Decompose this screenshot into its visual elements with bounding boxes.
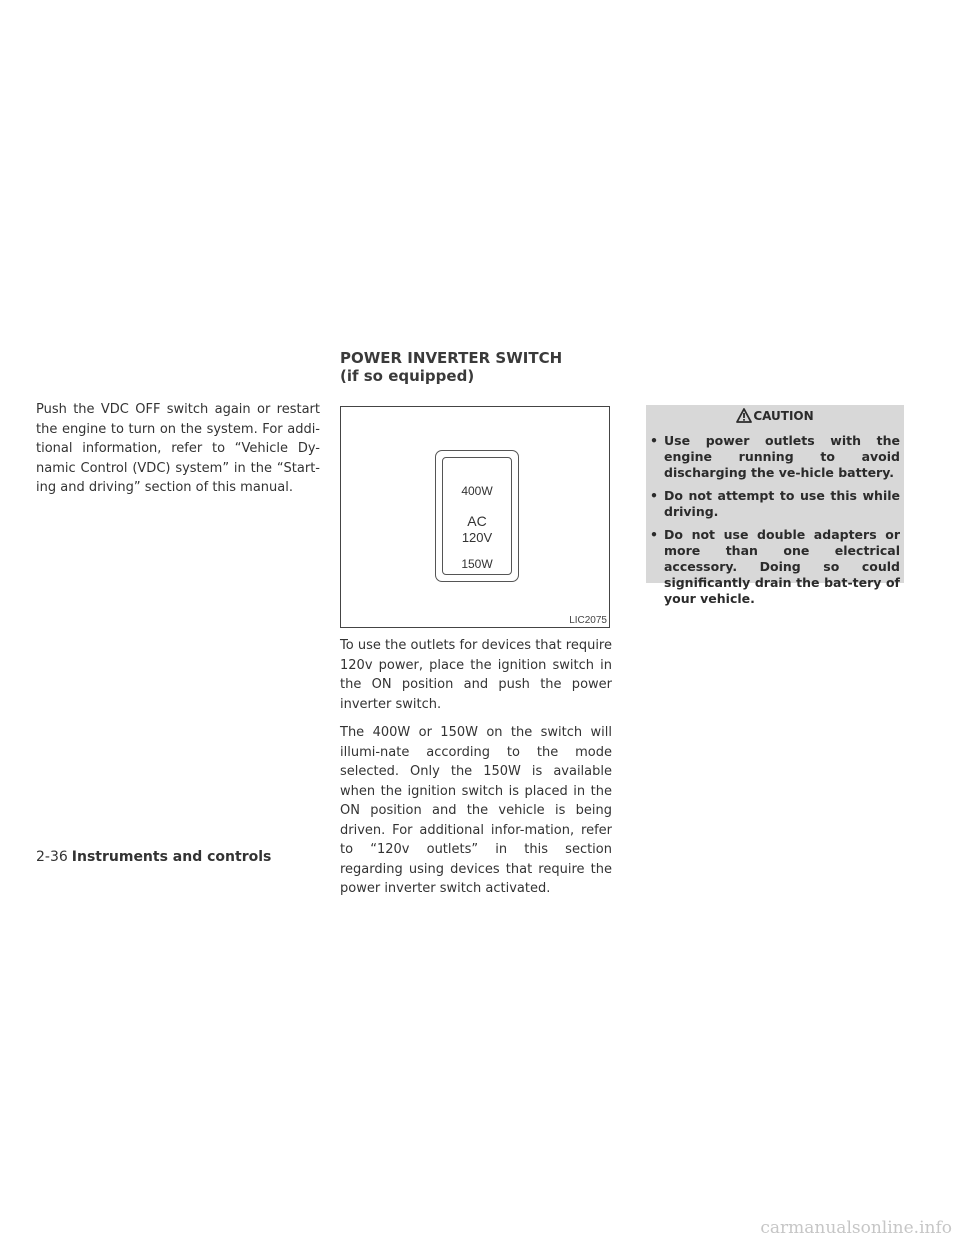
watermark: carmanualsonline.info — [760, 1218, 952, 1238]
caution-header — [646, 405, 904, 427]
inverter-switch-outline — [435, 450, 519, 582]
inverter-switch-face — [442, 457, 512, 575]
caution-heading: CAUTION — [753, 409, 814, 423]
caution-box — [646, 405, 904, 606]
bullet: • — [650, 527, 658, 542]
bullet: • — [650, 488, 658, 503]
bullet: • — [650, 433, 658, 448]
switch-label-400w: 400W — [461, 484, 493, 498]
caution-item: • Do not use double adapters or more than one electrical accessory. Doing so could significantly drain the bat-tery of your vehicle. — [650, 527, 900, 606]
switch-figure — [340, 406, 610, 628]
switch-label-150w: 150W — [461, 557, 493, 571]
caution-item: • Use power outlets with the engine running to avoid discharging the ve-hicle battery. — [650, 433, 900, 480]
section-subtitle: (if so equipped) — [340, 367, 475, 385]
section-title: POWER INVERTER SWITCH — [340, 349, 563, 367]
switch-label-120v: 120V — [461, 530, 493, 545]
warning-triangle-icon — [736, 408, 752, 423]
middle-column — [340, 636, 612, 908]
chapter-title: Instruments and controls — [71, 849, 272, 865]
caution-item: • Do not attempt to use this while driving. — [650, 488, 900, 519]
page-number: 2-36 — [36, 849, 68, 865]
usage-paragraph: To use the outlets for devices that require 120v power, place the ignition switch in the ON position and push the power inverter switch. — [340, 638, 612, 712]
caution-list — [646, 427, 904, 607]
mode-paragraph: The 400W or 150W on the switch will illumi-nate according to the mode selected. Only the 150W is available when the ignition switch is placed in the ON position and the vehicle is being driven. For additional infor-mation, refer to “120v outlets” in this section regarding using devices that require the power inverter switch activated. — [340, 725, 612, 896]
left-column — [36, 400, 320, 498]
switch-label-ac: AC — [467, 513, 487, 529]
figure-code: LIC2075 — [569, 615, 607, 626]
section-heading — [340, 349, 640, 385]
vdc-paragraph: Push the VDC OFF switch again or restart the engine to turn on the system. For addi-tional information, refer to “Vehicle Dy-namic Control (VDC) system” in the “Start-ing and driving” section of this manual. — [36, 402, 320, 495]
page-footer — [36, 849, 271, 865]
